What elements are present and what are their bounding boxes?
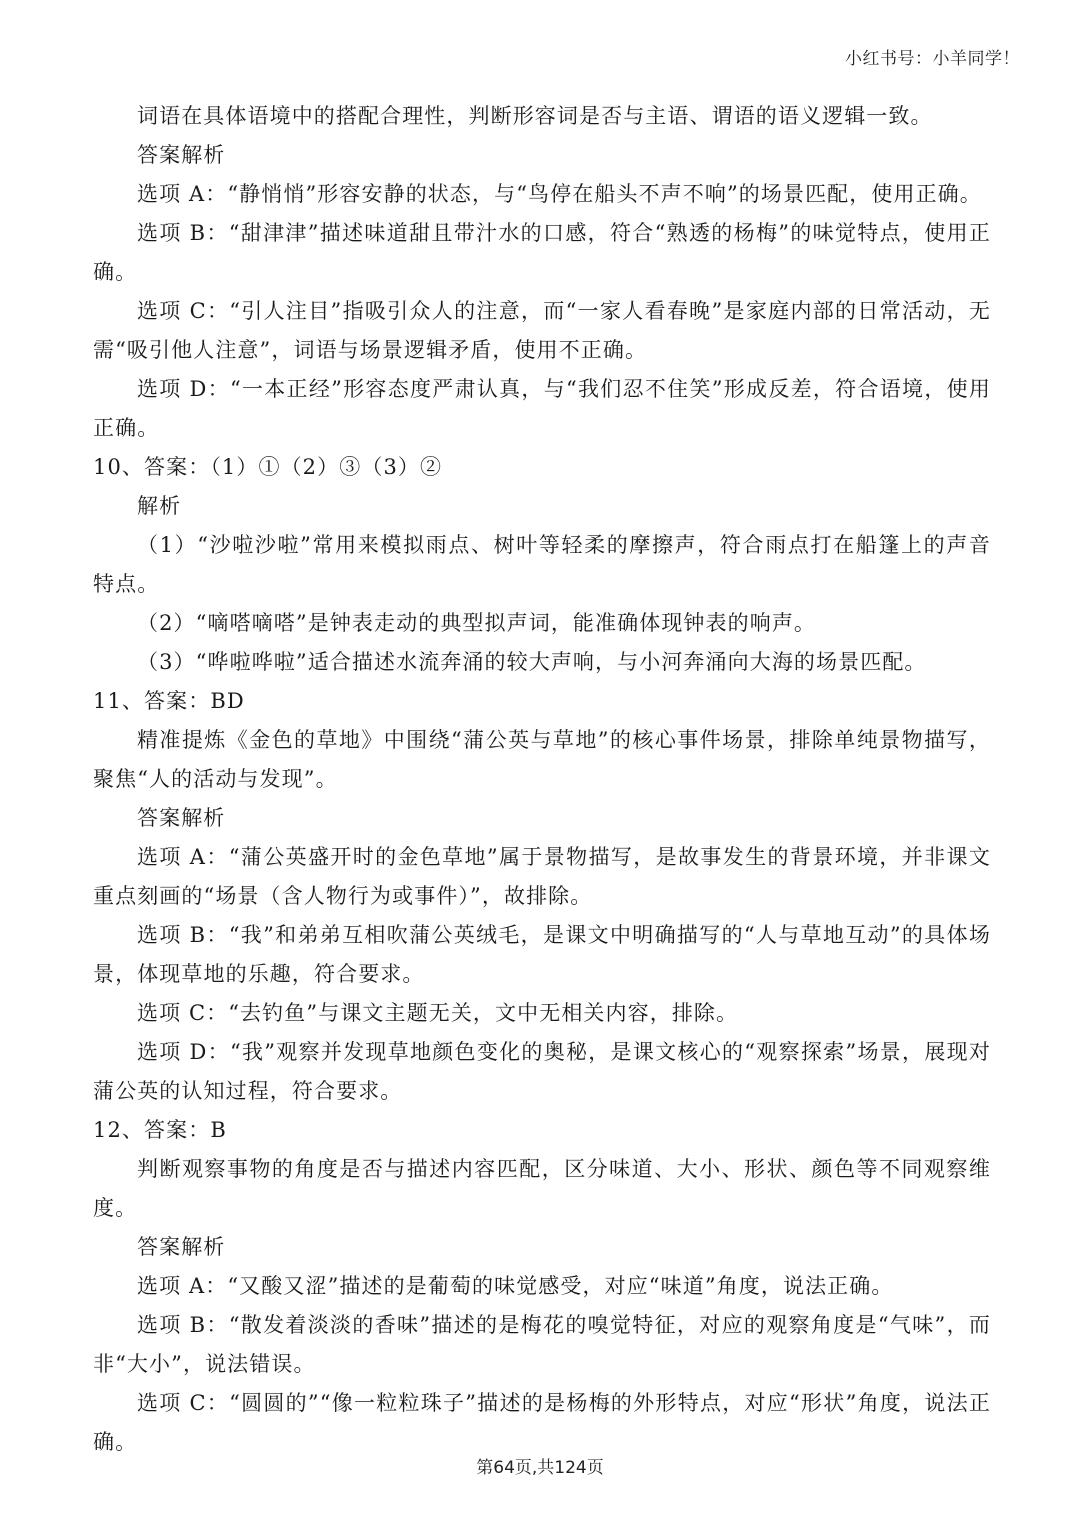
option-d-9: 选项 D：“一本正经”形容态度严肃认真，与“我们忍不住笑”形成反差，符合语境，使用正确。 (93, 377, 991, 440)
option-a-12: 选项 A：“又酸又涩”描述的是葡萄的味觉感受，对应“味道”角度，说法正确。 (137, 1274, 894, 1298)
option-a-9: 选项 A：“静悄悄”形容安静的状态，与“鸟停在船头不声不响”的场景匹配，使用正确。 (137, 182, 982, 206)
option-d-11: 选项 D：“我”观察并发现草地颜色变化的奥秘，是课文核心的“观察探索”场景，展现对蒲公英的认知过程，符合要求。 (93, 1040, 991, 1103)
paragraph-intro-11: 精准提炼《金色的草地》中围绕“蒲公英与草地”的核心事件场景，排除单纯景物描写，聚焦“人的活动与发现”。 (93, 728, 991, 791)
option-a-11: 选项 A：“蒲公英盛开时的金色草地”属于景物描写，是故事发生的背景环境，并非课文重点刻画的“场景（含人物行为或事件）”，故排除。 (93, 845, 991, 908)
option-b-11: 选项 B：“我”和弟弟互相吹蒲公英绒毛，是课文中明确描写的“人与草地互动”的具体场景，体现草地的乐趣，符合要求。 (93, 923, 991, 986)
question-10-answer: 10、答案：（1）①（2）③（3）② (93, 455, 443, 479)
watermark-label: 小红书号：小羊同学！ (845, 49, 1020, 69)
analysis-label-10: 解析 (137, 494, 182, 518)
question-11-answer: 11、答案：BD (93, 689, 245, 713)
option-c-11: 选项 C：“去钓鱼”与课文主题无关，文中无相关内容，排除。 (137, 1001, 739, 1025)
paragraph-intro-9: 词语在具体语境中的搭配合理性，判断形容词是否与主语、谓语的语义逻辑一致。 (137, 104, 933, 128)
page-number: 第64页,共124页 (476, 1458, 604, 1478)
analysis-10-item-3: （3）“哗啦哗啦”适合描述水流奔涌的较大声响，与小河奔涌向大海的场景匹配。 (137, 650, 927, 674)
answer-analysis-label-9: 答案解析 (137, 143, 226, 167)
question-12-answer: 12、答案：B (93, 1118, 227, 1142)
answer-analysis-label-11: 答案解析 (137, 806, 226, 830)
analysis-10-item-2: （2）“嘀嗒嘀嗒”是钟表走动的典型拟声词，能准确体现钟表的响声。 (137, 611, 817, 635)
option-c-9: 选项 C：“引人注目”指吸引众人的注意，而“一家人看春晚”是家庭内部的日常活动，无需“吸引他人注意”，词语与场景逻辑矛盾，使用不正确。 (93, 299, 991, 362)
option-b-12: 选项 B：“散发着淡淡的香味”描述的是梅花的嗅觉特征，对应的观察角度是“气味”，而非“大小”，说法错误。 (93, 1313, 991, 1376)
option-c-12: 选项 C：“圆圆的”“像一粒粒珠子”描述的是杨梅的外形特点，对应“形状”角度，说法正确。 (93, 1391, 991, 1454)
option-b-9: 选项 B：“甜津津”描述味道甜且带汁水的口感，符合“熟透的杨梅”的味觉特点，使用正确。 (93, 221, 991, 284)
document-body (93, 97, 991, 1462)
answer-analysis-label-12: 答案解析 (137, 1235, 226, 1259)
paragraph-intro-12: 判断观察事物的角度是否与描述内容匹配，区分味道、大小、形状、颜色等不同观察维度。 (93, 1157, 991, 1220)
analysis-10-item-1: （1）“沙啦沙啦”常用来模拟雨点、树叶等轻柔的摩擦声，符合雨点打在船篷上的声音特点。 (93, 533, 991, 596)
